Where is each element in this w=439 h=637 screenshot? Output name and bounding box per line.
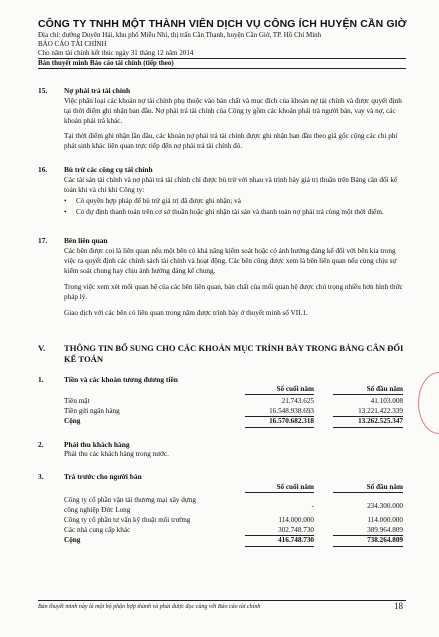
table-cell: 114.000.000	[367, 516, 403, 524]
total-double-rule	[245, 546, 314, 547]
total-label: Cộng	[64, 417, 81, 425]
footer-rule	[38, 600, 406, 601]
note-title: Tiền và các khoản tương đương tiền	[64, 375, 178, 384]
paragraph: Tại thời điểm ghi nhận lần đầu, các khoản nợ phải trả tài chính được ghi nhận ban đầu theo giá gốc cộng các chi phí phát sinh khác liên quan trực tiếp đến nợ phải trả tài chính đó.	[64, 132, 398, 151]
section-number: V.	[38, 343, 46, 353]
total-double-rule	[333, 427, 403, 428]
paragraph: Trong việc xem xét mối quan hệ của các bên liên quan, bản chất của mối quan hệ được chú trọng nhiều hơn hình thức pháp lý.	[64, 283, 403, 302]
note-number: 3.	[38, 472, 44, 481]
header-underline	[245, 492, 314, 493]
report-period: Cho năm tài chính kết thúc ngày 31 tháng 12 năm 2014	[38, 49, 194, 57]
section-title: Bù trừ các công cụ tài chính	[64, 165, 153, 174]
section-title: Bên liên quan	[64, 236, 108, 245]
note-title: Trả trước cho người bán	[64, 472, 142, 481]
page-number: 18	[394, 601, 403, 611]
paragraph: Các tài sản tài chính và nợ phải trả tài chính chỉ được bù trừ với nhau và trình bày giá trị thuần trên Bảng cân đối kế toán khi và chỉ khi Công ty:	[64, 176, 398, 195]
column-header: Số đầu năm	[366, 385, 403, 393]
table-row-label: Công ty cổ phần tư vấn kỹ thuật môi trường	[64, 516, 191, 524]
header-underline	[245, 394, 314, 395]
stamp-seal	[418, 372, 439, 434]
column-header: Số cuối năm	[276, 385, 314, 393]
report-subtitle: Bản thuyết minh Báo cáo tài chính (tiếp theo)	[38, 59, 174, 67]
total-label: Cộng	[64, 536, 81, 544]
bullet-icon: •	[64, 197, 67, 205]
company-name: CÔNG TY TNHH MỘT THÀNH VIÊN DỊCH VỤ CÔNG ÍCH HUYỆN CẦN GIỜ	[38, 18, 407, 30]
table-cell: 13.221.422.339	[358, 407, 403, 415]
paragraph: Giao dịch với các bên có liên quan trong năm được trình bày ở thuyết minh số VII.1.	[64, 309, 308, 317]
footer-note: Bản thuyết minh này là một bộ phận hợp thành và phải được đọc cùng với Báo cáo tài chính	[38, 604, 261, 610]
section-title: THÔNG TIN BỔ SUNG CHO CÁC KHOẢN MỤC TRÌNH BÀY TRONG BẢNG CÂN ĐỐI KẾ TOÁN	[64, 343, 404, 364]
table-cell: 114.000.000	[278, 516, 314, 524]
table-cell: 21.743.625	[281, 397, 314, 405]
header-rule-bottom	[38, 68, 406, 69]
total-cell: 416.748.730	[278, 536, 314, 544]
table-cell: 302.748.730	[278, 526, 314, 534]
section-number: 16.	[38, 165, 48, 174]
total-double-rule	[333, 546, 403, 547]
total-cell: 738.264.809	[367, 536, 403, 544]
total-cell: 16.570.682.318	[269, 417, 314, 425]
table-row-label-cont: công nghiệp Đức Long	[64, 506, 131, 514]
note-title: Phải thu khách hàng	[64, 440, 130, 449]
total-cell: 13.262.525.347	[358, 417, 403, 425]
header-underline	[333, 394, 403, 395]
bullet-icon: •	[64, 208, 67, 216]
header-underline	[333, 492, 403, 493]
table-row-label: Tiền gửi ngân hàng	[64, 407, 120, 415]
table-cell: 389.964.809	[367, 526, 403, 534]
table-cell: 16.548.938.693	[269, 407, 314, 415]
table-cell: -	[311, 502, 314, 510]
note-text: Phải thu các khách hàng trong nước.	[64, 450, 169, 458]
section-number: 17.	[38, 236, 48, 245]
section-title: Nợ phải trả tài chính	[64, 86, 131, 95]
table-cell: 234.300.000	[367, 502, 403, 510]
note-number: 1.	[38, 375, 44, 384]
section-number: 15.	[38, 86, 48, 95]
table-row-label: Công ty cổ phần vận tải thương mại xây dựng	[64, 496, 196, 504]
report-title: BÁO CÁO TÀI CHÍNH	[38, 40, 107, 48]
company-address: Địa chỉ: đường Duyên Hải, khu phố Miễu Nhì, thị trấn Cần Thạnh, huyện Cần Giờ, TP. Hồ Chí Minh	[38, 31, 322, 39]
table-row-label: Các nhà cung cấp khác	[64, 526, 131, 534]
column-header: Số đầu năm	[366, 483, 403, 491]
paragraph: Các bên được coi là liên quan nếu một bên có khả năng kiểm soát hoặc có ảnh hưởng đáng kể đối với bên kia trong việc ra quyết định các chính sách tài chính và hoạt động. Các bên cũng được xem là bên liên quan nếu cùng chịu sự kiểm soát chung hay chịu ảnh hưởng đáng kể chung.	[64, 247, 397, 276]
total-double-rule	[245, 427, 314, 428]
column-header: Số cuối năm	[276, 483, 314, 491]
table-row-label: Tiền mặt	[64, 397, 90, 405]
table-cell: 41.103.008	[370, 397, 403, 405]
note-number: 2.	[38, 440, 44, 449]
paragraph: Việc phân loại các khoản nợ tài chính phụ thuộc vào bản chất và mục đích của khoản nợ tài chính và được quyết định tại thời điểm ghi nhận ban đầu. Nợ phải trả tài chính của Công ty gồm các khoản phải trả người bán, vay và nợ, các khoản phải trả khác.	[64, 97, 402, 126]
